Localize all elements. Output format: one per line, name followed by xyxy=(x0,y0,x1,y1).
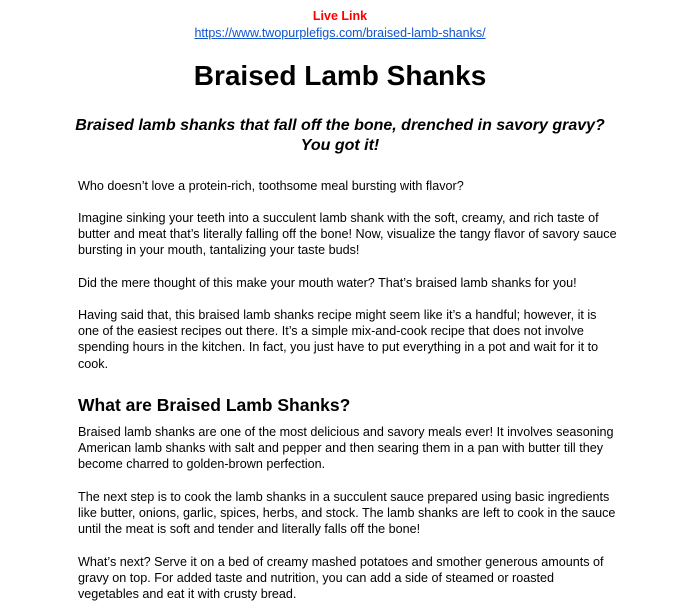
section-heading: What are Braised Lamb Shanks? xyxy=(78,395,351,415)
intro-paragraph-4: Having said that, this braised lamb shanks recipe might seem like it’s a handful; however, it is one of the easiest recipes out there. It’s a simple mix-and-cook recipe that does not involve spending hours in the kitchen. In fact, you just have to put everything in a pot and wait for it to cook. xyxy=(78,308,599,371)
section-paragraph-3: What’s next? Serve it on a bed of creamy mashed potatoes and smother generous amounts of gravy on top. For added taste and nutrition, you can add a side of steamed or roasted vegetables and eat it with crusty bread. xyxy=(78,555,604,602)
intro-paragraph-1: Who doesn’t love a protein-rich, toothsome meal bursting with flavor? xyxy=(78,179,464,193)
live-link-url[interactable]: https://www.twopurplefigs.com/braised-lamb-shanks/ xyxy=(194,26,486,40)
page-subtitle: Braised lamb shanks that fall off the bone, drenched in savory gravy? You got it! xyxy=(75,117,605,154)
intro-paragraph-2: Imagine sinking your teeth into a succulent lamb shank with the soft, creamy, and rich taste of butter and meat that’s literally falling off the bone! Now, visualize the tangy flavor of savory sauce bursting in your mouth, tantalizing your taste buds! xyxy=(78,211,617,258)
page-title: Braised Lamb Shanks xyxy=(193,60,487,91)
intro-paragraph-3: Did the mere thought of this make your mouth water? That’s braised lamb shanks for you! xyxy=(78,276,577,290)
section-paragraph-2: The next step is to cook the lamb shanks in a succulent sauce prepared using basic ingredients like butter, onions, garlic, spices, herbs, and stock. The lamb shanks are left to cook in the sauce until the meat is soft and tender and literally falls off the bone! xyxy=(78,490,616,537)
live-link-label: Live Link xyxy=(312,9,368,23)
section-paragraph-1: Braised lamb shanks are one of the most delicious and savory meals ever! It involves seasoning American lamb shanks with salt and pepper and then searing them in a pan with butter till they become charred to golden-brown perfection. xyxy=(78,425,614,472)
